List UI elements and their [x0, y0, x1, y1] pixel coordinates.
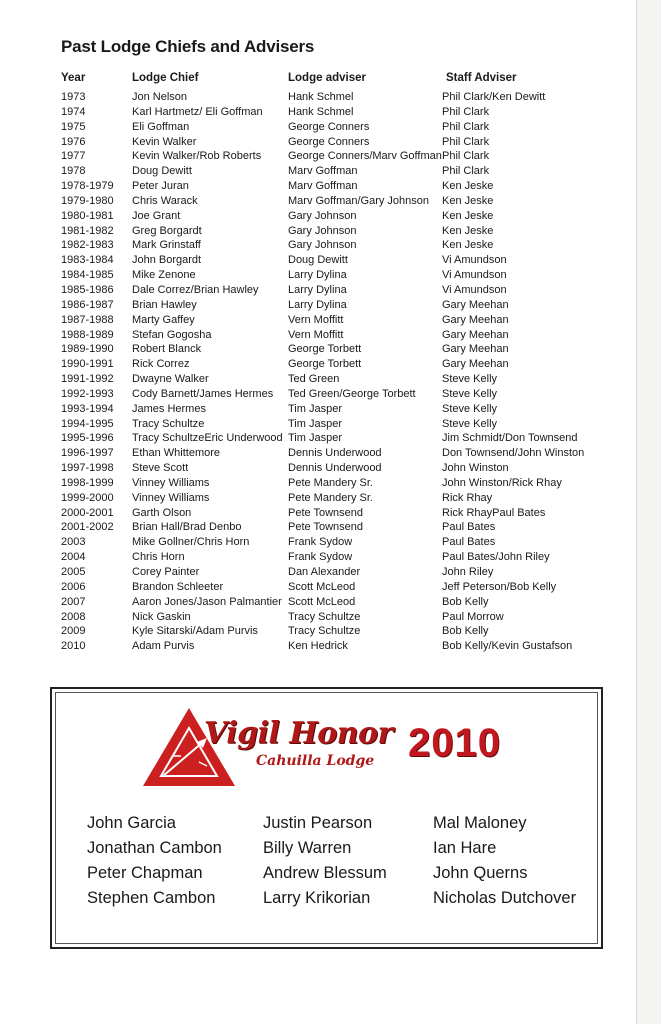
vigil-name: Andrew Blessum: [263, 864, 387, 882]
table-row: [0, 238, 636, 253]
vigil-honor-inner-border: [55, 692, 598, 944]
cell-lodge-chief: Adam Purvis: [132, 640, 195, 653]
table-row: [0, 402, 636, 417]
cell-lodge-chief: Brian Hawley: [132, 298, 197, 311]
vigil-name: Justin Pearson: [263, 814, 373, 832]
cell-lodge-adviser: Hank Schmel: [288, 105, 354, 118]
table-row: [0, 135, 636, 150]
cell-lodge-adviser: Larry Dylina: [288, 283, 347, 296]
cell-year: 1981-1982: [61, 224, 114, 237]
table-row: [0, 476, 636, 491]
table-row: [0, 268, 636, 283]
cell-lodge-chief: Karl Hartmetz/ Eli Goffman: [132, 105, 263, 118]
cell-lodge-chief: Garth Olson: [132, 506, 192, 519]
cell-year: 1976: [61, 135, 86, 148]
cell-lodge-adviser: Ted Green/George Torbett: [288, 387, 416, 400]
cell-lodge-adviser: Scott McLeod: [288, 580, 356, 593]
cell-lodge-adviser: Scott McLeod: [288, 595, 356, 608]
cell-lodge-adviser: George Conners: [288, 135, 370, 148]
cell-lodge-chief: John Borgardt: [132, 254, 202, 267]
cell-lodge-adviser: Tim Jasper: [288, 432, 342, 445]
cell-staff-adviser: Bob Kelly: [442, 625, 489, 638]
cell-lodge-adviser: Vern Moffitt: [288, 313, 344, 326]
column-header-lodge-adviser: Lodge adviser: [288, 72, 366, 84]
cell-year: 1983-1984: [61, 254, 114, 267]
cell-lodge-chief: Cody Barnett/James Hermes: [132, 387, 274, 400]
cell-lodge-adviser: Pete Mandery Sr.: [288, 491, 373, 504]
table-row: [0, 194, 636, 209]
vigil-name: John Querns: [433, 864, 528, 882]
cell-staff-adviser: Steve Kelly: [442, 387, 498, 400]
cell-lodge-chief: Robert Blanck: [132, 343, 202, 356]
vigil-name: Ian Hare: [433, 839, 497, 857]
table-row: [0, 328, 636, 343]
cell-year: 1994-1995: [61, 417, 114, 430]
column-header-staff-adviser: Staff Adviser: [446, 72, 517, 84]
cell-lodge-chief: Chris Horn: [132, 551, 185, 564]
cell-staff-adviser: Rick RhayPaul Bates: [442, 506, 546, 519]
cell-year: 1995-1996: [61, 432, 114, 445]
table-row: [0, 624, 636, 639]
cell-year: 1988-1989: [61, 328, 114, 341]
cell-year: 1998-1999: [61, 476, 114, 489]
cell-year: 1991-1992: [61, 373, 114, 386]
table-row: [0, 610, 636, 625]
table-row: [0, 149, 636, 164]
cell-staff-adviser: Ken Jeske: [442, 224, 494, 237]
cell-staff-adviser: Jeff Peterson/Bob Kelly: [442, 580, 557, 593]
cell-lodge-chief: Dale Correz/Brian Hawley: [132, 283, 259, 296]
cell-lodge-adviser: Ken Hedrick: [288, 640, 348, 653]
cell-lodge-adviser: Vern Moffitt: [288, 328, 344, 341]
table-row: [0, 224, 636, 239]
vigil-honor-year: 2010: [408, 721, 501, 765]
cell-lodge-chief: Peter Juran: [132, 180, 189, 193]
column-header-year: Year: [61, 72, 86, 84]
table-row: [0, 446, 636, 461]
cell-staff-adviser: John Riley: [442, 566, 494, 578]
cell-lodge-adviser: George Conners/Marv Goffman: [288, 150, 442, 163]
cell-lodge-adviser: Pete Mandery Sr.: [288, 476, 373, 489]
cell-lodge-adviser: Marv Goffman/Gary Johnson: [288, 194, 430, 207]
cell-lodge-chief: Ethan Whittemore: [132, 447, 221, 460]
cell-lodge-chief: Mark Grinstaff: [132, 239, 201, 252]
cell-lodge-chief: Steve Scott: [132, 462, 189, 475]
cell-lodge-chief: Joe Grant: [132, 209, 181, 222]
cell-year: 1990-1991: [61, 358, 114, 371]
table-row: [0, 90, 636, 105]
cell-staff-adviser: Ken Jeske: [442, 180, 494, 193]
cell-lodge-chief: Marty Gaffey: [132, 313, 195, 326]
cell-year: 1977: [61, 150, 86, 163]
table-row: [0, 283, 636, 298]
cell-lodge-chief: Stefan Gogosha: [132, 328, 212, 341]
table-row: [0, 120, 636, 135]
cell-lodge-adviser: Pete Townsend: [288, 506, 364, 519]
cell-staff-adviser: Steve Kelly: [442, 417, 498, 430]
cell-staff-adviser: Vi Amundson: [442, 254, 507, 267]
cell-year: 2000-2001: [61, 506, 114, 519]
cell-lodge-adviser: Hank Schmel: [288, 91, 354, 103]
cell-staff-adviser: Phil Clark: [442, 135, 490, 148]
table-row: [0, 580, 636, 595]
cell-staff-adviser: Phil Clark: [442, 120, 490, 133]
cell-lodge-chief: Vinney Williams: [132, 491, 210, 504]
vigil-name: Billy Warren: [263, 839, 352, 857]
cell-staff-adviser: Rick Rhay: [442, 491, 493, 504]
cell-year: 1979-1980: [61, 194, 114, 207]
cell-staff-adviser: Don Townsend/John Winston: [442, 447, 585, 460]
cell-lodge-chief: Kevin Walker/Rob Roberts: [132, 150, 262, 163]
cell-staff-adviser: Phil Clark: [442, 165, 490, 178]
table-row: [0, 357, 636, 372]
cell-lodge-chief: Chris Warack: [132, 194, 198, 207]
cell-lodge-chief: Corey Painter: [132, 566, 200, 578]
cell-lodge-adviser: Tim Jasper: [288, 402, 342, 415]
table-row: [0, 639, 636, 654]
vigil-name: Jonathan Cambon: [87, 839, 222, 857]
cell-year: 1973: [61, 91, 86, 103]
cell-lodge-adviser: Frank Sydow: [288, 536, 353, 549]
cell-staff-adviser: Steve Kelly: [442, 373, 498, 386]
vigil-honor-subtitle: Cahuilla Lodge: [256, 753, 375, 769]
cell-year: 2007: [61, 595, 86, 608]
cell-staff-adviser: Bob Kelly: [442, 595, 489, 608]
cell-staff-adviser: Gary Meehan: [442, 298, 509, 311]
cell-lodge-adviser: Dan Alexander: [288, 566, 361, 578]
cell-lodge-chief: Mike Zenone: [132, 269, 196, 282]
cell-lodge-adviser: Gary Johnson: [288, 209, 357, 222]
cell-lodge-chief: Tracy Schultze: [132, 417, 205, 430]
cell-year: 1985-1986: [61, 283, 114, 296]
page-title: Past Lodge Chiefs and Advisers: [61, 37, 315, 56]
cell-lodge-chief: Rick Correz: [132, 358, 190, 371]
table-row: [0, 520, 636, 535]
cell-staff-adviser: John Winston/Rick Rhay: [442, 476, 562, 489]
cell-staff-adviser: Phil Clark: [442, 150, 490, 163]
cell-staff-adviser: Ken Jeske: [442, 239, 494, 252]
cell-year: 2010: [61, 640, 86, 653]
cell-lodge-adviser: George Conners: [288, 120, 370, 133]
cell-lodge-chief: Tracy SchultzeEric Underwood: [132, 432, 283, 445]
cell-lodge-adviser: George Torbett: [288, 358, 362, 371]
cell-lodge-adviser: Tracy Schultze: [288, 625, 361, 638]
cell-lodge-adviser: Pete Townsend: [288, 521, 364, 534]
table-row: [0, 417, 636, 432]
cell-staff-adviser: Steve Kelly: [442, 402, 498, 415]
table-row: [0, 535, 636, 550]
table-row: [0, 461, 636, 476]
cell-lodge-chief: Jon Nelson: [132, 91, 188, 103]
table-row: [0, 105, 636, 120]
vigil-name: John Garcia: [87, 814, 176, 832]
cell-year: 2001-2002: [61, 521, 114, 534]
cell-lodge-adviser: Gary Johnson: [288, 239, 357, 252]
cell-staff-adviser: John Winston: [442, 462, 509, 475]
cell-staff-adviser: Gary Meehan: [442, 343, 509, 356]
cell-lodge-adviser: Tim Jasper: [288, 417, 342, 430]
cell-year: 1993-1994: [61, 402, 114, 415]
vigil-name: Stephen Cambon: [87, 889, 216, 907]
vigil-honor-title: Vigil Honor: [204, 716, 393, 751]
table-row: [0, 491, 636, 506]
cell-lodge-adviser: Marv Goffman: [288, 180, 358, 193]
cell-lodge-chief: Kyle Sitarski/Adam Purvis: [132, 625, 258, 638]
vigil-name: Peter Chapman: [87, 864, 203, 882]
cell-lodge-adviser: Dennis Underwood: [288, 462, 382, 475]
cell-year: 1999-2000: [61, 491, 114, 504]
cell-lodge-adviser: Tracy Schultze: [288, 610, 361, 623]
cell-lodge-adviser: Gary Johnson: [288, 224, 357, 237]
cell-lodge-chief: Brandon Schleeter: [132, 580, 224, 593]
cell-lodge-chief: Aaron Jones/Jason Palmantier: [132, 595, 282, 608]
cell-year: 2004: [61, 551, 86, 564]
table-row: [0, 550, 636, 565]
cell-staff-adviser: Paul Bates/John Riley: [442, 551, 550, 564]
table-row: [0, 595, 636, 610]
cell-staff-adviser: Vi Amundson: [442, 269, 507, 282]
cell-lodge-chief: Doug Dewitt: [132, 165, 192, 178]
cell-lodge-adviser: Larry Dylina: [288, 269, 347, 282]
table-row: [0, 372, 636, 387]
vigil-honor-box: [50, 687, 603, 949]
table-row: [0, 253, 636, 268]
cell-year: 1978-1979: [61, 180, 114, 193]
cell-staff-adviser: Vi Amundson: [442, 283, 507, 296]
cell-staff-adviser: Jim Schmidt/Don Townsend: [442, 432, 578, 445]
cell-year: 1978: [61, 165, 86, 178]
table-row: [0, 164, 636, 179]
table-row: [0, 565, 636, 580]
table-row: [0, 298, 636, 313]
table-row: [0, 342, 636, 357]
cell-year: 1982-1983: [61, 239, 114, 252]
cell-staff-adviser: Paul Bates: [442, 536, 496, 549]
cell-staff-adviser: Ken Jeske: [442, 194, 494, 207]
vigil-name: Larry Krikorian: [263, 889, 371, 907]
cell-staff-adviser: Paul Morrow: [442, 610, 504, 623]
column-header-lodge-chief: Lodge Chief: [132, 72, 199, 84]
cell-lodge-chief: Mike Gollner/Chris Horn: [132, 536, 250, 549]
cell-year: 1996-1997: [61, 447, 114, 460]
cell-year: 1986-1987: [61, 298, 114, 311]
cell-year: 2008: [61, 610, 86, 623]
cell-lodge-adviser: George Torbett: [288, 343, 362, 356]
table-row: [0, 387, 636, 402]
cell-year: 1984-1985: [61, 269, 114, 282]
cell-year: 1987-1988: [61, 313, 114, 326]
table-row: [0, 209, 636, 224]
cell-staff-adviser: Gary Meehan: [442, 313, 509, 326]
cell-staff-adviser: Bob Kelly/Kevin Gustafson: [442, 640, 573, 653]
cell-lodge-adviser: Ted Green: [288, 373, 340, 386]
cell-staff-adviser: Phil Clark: [442, 105, 490, 118]
cell-year: 1997-1998: [61, 462, 114, 475]
cell-lodge-chief: James Hermes: [132, 402, 206, 415]
cell-lodge-chief: Nick Gaskin: [132, 610, 191, 623]
cell-lodge-adviser: Marv Goffman: [288, 165, 358, 178]
cell-lodge-adviser: Doug Dewitt: [288, 254, 348, 267]
table-row: [0, 179, 636, 194]
cell-lodge-chief: Greg Borgardt: [132, 224, 202, 237]
cell-lodge-chief: Kevin Walker: [132, 135, 197, 148]
cell-lodge-adviser: Larry Dylina: [288, 298, 347, 311]
cell-staff-adviser: Paul Bates: [442, 521, 496, 534]
cell-lodge-chief: Eli Goffman: [132, 120, 190, 133]
cell-lodge-chief: Vinney Williams: [132, 476, 210, 489]
cell-staff-adviser: Gary Meehan: [442, 328, 509, 341]
cell-year: 1980-1981: [61, 209, 114, 222]
cell-year: 1989-1990: [61, 343, 114, 356]
table-row: [0, 313, 636, 328]
cell-year: 2003: [61, 536, 86, 549]
table-row: [0, 506, 636, 521]
cell-year: 2006: [61, 580, 86, 593]
cell-staff-adviser: Phil Clark/Ken Dewitt: [442, 91, 546, 103]
cell-year: 1992-1993: [61, 387, 114, 400]
cell-staff-adviser: Ken Jeske: [442, 209, 494, 222]
cell-lodge-adviser: Dennis Underwood: [288, 447, 382, 460]
vigil-name: Mal Maloney: [433, 814, 527, 832]
vigil-name: Nicholas Dutchover: [433, 889, 577, 907]
table-row: [0, 431, 636, 446]
cell-lodge-chief: Dwayne Walker: [132, 373, 209, 386]
cell-year: 2005: [61, 566, 86, 578]
cell-year: 1975: [61, 120, 86, 133]
cell-lodge-adviser: Frank Sydow: [288, 551, 353, 564]
cell-lodge-chief: Brian Hall/Brad Denbo: [132, 521, 242, 534]
cell-year: 2009: [61, 625, 86, 638]
chiefs-table: [0, 90, 636, 654]
cell-staff-adviser: Gary Meehan: [442, 358, 509, 371]
cell-year: 1974: [61, 105, 86, 118]
